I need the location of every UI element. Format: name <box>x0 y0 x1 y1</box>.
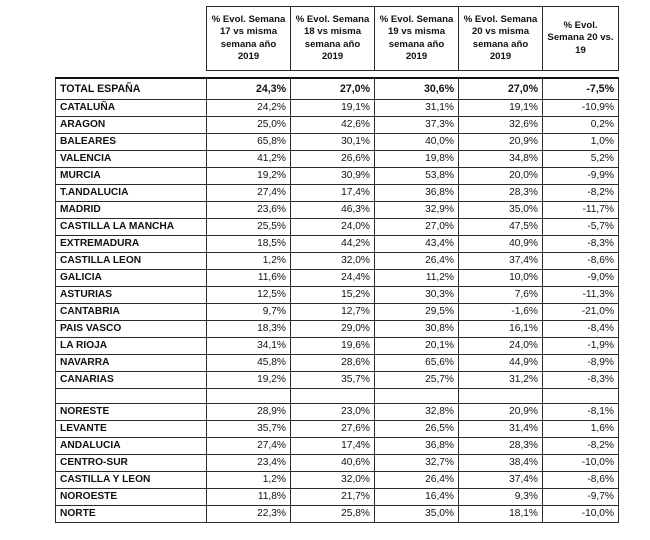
region-name-cell: MURCIA <box>56 168 207 185</box>
value-cell: 1,2% <box>207 472 291 489</box>
value-cell: 29,5% <box>375 304 459 321</box>
value-cell: 37,3% <box>375 117 459 134</box>
value-cell: 19,2% <box>207 372 291 389</box>
region-name-cell: ANDALUCIA <box>56 438 207 455</box>
value-cell: 32,6% <box>459 117 543 134</box>
table-row <box>56 219 619 236</box>
table-row <box>56 287 619 304</box>
value-cell: -1,6% <box>459 304 543 321</box>
value-cell: 30,1% <box>291 134 375 151</box>
value-cell: -1,9% <box>543 338 619 355</box>
value-cell: 30,3% <box>375 287 459 304</box>
value-cell: 34,1% <box>207 338 291 355</box>
value-cell: -8,2% <box>543 185 619 202</box>
value-cell: 20,1% <box>375 338 459 355</box>
value-cell: 26,5% <box>375 421 459 438</box>
value-cell: 41,2% <box>207 151 291 168</box>
table-row <box>56 304 619 321</box>
value-cell: 23,4% <box>207 455 291 472</box>
value-cell: -8,9% <box>543 355 619 372</box>
header-week20: % Evol. Semana 20 vs misma semana año 2019 <box>459 7 543 71</box>
value-cell: 27,0% <box>375 219 459 236</box>
value-cell: -10,0% <box>543 455 619 472</box>
table-row <box>56 100 619 117</box>
value-cell: 31,1% <box>375 100 459 117</box>
value-cell: 20,0% <box>459 168 543 185</box>
table-row <box>56 421 619 438</box>
total-row <box>56 78 619 100</box>
value-cell: -9,9% <box>543 168 619 185</box>
value-cell: -11,7% <box>543 202 619 219</box>
value-cell: 47,5% <box>459 219 543 236</box>
value-cell: 0,2% <box>543 117 619 134</box>
value-cell: 25,7% <box>375 372 459 389</box>
region-name-cell: LA RIOJA <box>56 338 207 355</box>
region-name-cell: CANARIAS <box>56 372 207 389</box>
region-name-cell: CATALUÑA <box>56 100 207 117</box>
value-cell: 31,2% <box>459 372 543 389</box>
value-cell: 16,4% <box>375 489 459 506</box>
value-cell: 40,6% <box>291 455 375 472</box>
value-cell: 19,1% <box>291 100 375 117</box>
value-cell: 46,3% <box>291 202 375 219</box>
value-cell: 10,0% <box>459 270 543 287</box>
value-cell: 27,4% <box>207 438 291 455</box>
region-name-cell: PAIS VASCO <box>56 321 207 338</box>
value-cell: 17,4% <box>291 185 375 202</box>
value-cell: 19,8% <box>375 151 459 168</box>
header-week17: % Evol. Semana 17 vs misma semana año 2019 <box>207 7 291 71</box>
region-name-cell: CASTILLA Y LEON <box>56 472 207 489</box>
value-cell: 40,9% <box>459 236 543 253</box>
value-cell: 12,7% <box>291 304 375 321</box>
value-cell: 31,4% <box>459 421 543 438</box>
value-cell: 43,4% <box>375 236 459 253</box>
value-cell: 28,3% <box>459 185 543 202</box>
value-cell: -8,1% <box>543 404 619 421</box>
value-cell: 26,4% <box>375 472 459 489</box>
value-cell: 18,5% <box>207 236 291 253</box>
value-cell: -8,6% <box>543 472 619 489</box>
value-cell: 35,0% <box>375 506 459 523</box>
value-cell: 17,4% <box>291 438 375 455</box>
value-cell: 25,0% <box>207 117 291 134</box>
table-row <box>56 253 619 270</box>
table-row <box>56 489 619 506</box>
region-name-cell: EXTREMADURA <box>56 236 207 253</box>
value-cell: 32,0% <box>291 253 375 270</box>
value-cell: -8,4% <box>543 321 619 338</box>
value-cell: 1,6% <box>543 421 619 438</box>
value-cell: 27,6% <box>291 421 375 438</box>
value-cell: 9,7% <box>207 304 291 321</box>
value-cell: 27,4% <box>207 185 291 202</box>
header-week19: % Evol. Semana 19 vs misma semana año 2019 <box>375 7 459 71</box>
value-cell: 29,0% <box>291 321 375 338</box>
region-name-cell: CASTILLA LA MANCHA <box>56 219 207 236</box>
value-cell: 27,0% <box>459 78 543 100</box>
header-row <box>56 7 619 71</box>
table-row <box>56 202 619 219</box>
table-row <box>56 236 619 253</box>
value-cell: 27,0% <box>291 78 375 100</box>
value-cell: 1,0% <box>543 134 619 151</box>
table-row <box>56 134 619 151</box>
value-cell: 5,2% <box>543 151 619 168</box>
region-name-cell: GALICIA <box>56 270 207 287</box>
value-cell: 37,4% <box>459 253 543 270</box>
value-cell: 32,0% <box>291 472 375 489</box>
header-blank <box>56 7 207 71</box>
value-cell: 34,8% <box>459 151 543 168</box>
table-row <box>56 355 619 372</box>
region-name-cell: T.ANDALUCIA <box>56 185 207 202</box>
value-cell: 65,6% <box>375 355 459 372</box>
value-cell: 11,2% <box>375 270 459 287</box>
table-row <box>56 472 619 489</box>
table-body <box>56 71 619 523</box>
value-cell: -5,7% <box>543 219 619 236</box>
value-cell: 24,0% <box>291 219 375 236</box>
value-cell: 65,8% <box>207 134 291 151</box>
value-cell: 24,0% <box>459 338 543 355</box>
region-name-cell: NOROESTE <box>56 489 207 506</box>
spacer-row <box>56 71 619 79</box>
value-cell: 12,5% <box>207 287 291 304</box>
value-cell: 40,0% <box>375 134 459 151</box>
value-cell: 15,2% <box>291 287 375 304</box>
value-cell: 26,6% <box>291 151 375 168</box>
region-name-cell: LEVANTE <box>56 421 207 438</box>
value-cell: -11,3% <box>543 287 619 304</box>
region-name-cell: TOTAL ESPAÑA <box>56 78 207 100</box>
value-cell: -10,9% <box>543 100 619 117</box>
value-cell: 25,8% <box>291 506 375 523</box>
value-cell: 9,3% <box>459 489 543 506</box>
gap-row <box>56 389 619 404</box>
value-cell: 11,6% <box>207 270 291 287</box>
value-cell: 42,6% <box>291 117 375 134</box>
value-cell: 28,9% <box>207 404 291 421</box>
value-cell: -8,6% <box>543 253 619 270</box>
region-name-cell: BALEARES <box>56 134 207 151</box>
value-cell: 37,4% <box>459 472 543 489</box>
value-cell: -9,7% <box>543 489 619 506</box>
region-name-cell: NORESTE <box>56 404 207 421</box>
value-cell: 35,7% <box>207 421 291 438</box>
value-cell: 21,7% <box>291 489 375 506</box>
value-cell: 23,6% <box>207 202 291 219</box>
evolution-table <box>55 6 619 523</box>
table-row <box>56 372 619 389</box>
table-row <box>56 168 619 185</box>
value-cell: 24,2% <box>207 100 291 117</box>
value-cell: 20,9% <box>459 404 543 421</box>
table-row <box>56 438 619 455</box>
value-cell: 24,4% <box>291 270 375 287</box>
value-cell: 30,6% <box>375 78 459 100</box>
value-cell: 28,3% <box>459 438 543 455</box>
value-cell: 44,9% <box>459 355 543 372</box>
value-cell: 30,8% <box>375 321 459 338</box>
table-row <box>56 117 619 134</box>
value-cell: 19,1% <box>459 100 543 117</box>
value-cell: 19,2% <box>207 168 291 185</box>
value-cell: 16,1% <box>459 321 543 338</box>
table-row <box>56 321 619 338</box>
region-name-cell: ASTURIAS <box>56 287 207 304</box>
value-cell: 19,6% <box>291 338 375 355</box>
value-cell: -8,3% <box>543 236 619 253</box>
region-name-cell: NORTE <box>56 506 207 523</box>
value-cell: 25,5% <box>207 219 291 236</box>
region-name-cell: CASTILLA LEON <box>56 253 207 270</box>
value-cell: 35,0% <box>459 202 543 219</box>
value-cell: 45,8% <box>207 355 291 372</box>
value-cell: 26,4% <box>375 253 459 270</box>
value-cell: 36,8% <box>375 185 459 202</box>
value-cell: 38,4% <box>459 455 543 472</box>
value-cell: 20,9% <box>459 134 543 151</box>
value-cell: -21,0% <box>543 304 619 321</box>
value-cell: 53,8% <box>375 168 459 185</box>
table-row <box>56 151 619 168</box>
value-cell: 30,9% <box>291 168 375 185</box>
value-cell: 22,3% <box>207 506 291 523</box>
value-cell: 44,2% <box>291 236 375 253</box>
region-name-cell: NAVARRA <box>56 355 207 372</box>
value-cell: 35,7% <box>291 372 375 389</box>
value-cell: 32,8% <box>375 404 459 421</box>
value-cell: 7,6% <box>459 287 543 304</box>
value-cell: 28,6% <box>291 355 375 372</box>
region-name-cell: ARAGON <box>56 117 207 134</box>
region-name-cell: CENTRO-SUR <box>56 455 207 472</box>
table-row <box>56 270 619 287</box>
table-row <box>56 404 619 421</box>
value-cell: -8,3% <box>543 372 619 389</box>
value-cell: 18,1% <box>459 506 543 523</box>
region-name-cell: VALENCIA <box>56 151 207 168</box>
value-cell: 18,3% <box>207 321 291 338</box>
value-cell: -7,5% <box>543 78 619 100</box>
value-cell: 23,0% <box>291 404 375 421</box>
table-row <box>56 455 619 472</box>
value-cell: 32,7% <box>375 455 459 472</box>
value-cell: 36,8% <box>375 438 459 455</box>
value-cell: -9,0% <box>543 270 619 287</box>
value-cell: -8,2% <box>543 438 619 455</box>
value-cell: -10,0% <box>543 506 619 523</box>
table-row <box>56 185 619 202</box>
header-week20-vs-19: % Evol. Semana 20 vs. 19 <box>543 7 619 71</box>
value-cell: 24,3% <box>207 78 291 100</box>
region-name-cell: MADRID <box>56 202 207 219</box>
table-row <box>56 338 619 355</box>
value-cell: 32,9% <box>375 202 459 219</box>
table-row <box>56 506 619 523</box>
value-cell: 11,8% <box>207 489 291 506</box>
region-name-cell: CANTABRIA <box>56 304 207 321</box>
header-week18: % Evol. Semana 18 vs misma semana año 2019 <box>291 7 375 71</box>
value-cell: 1,2% <box>207 253 291 270</box>
